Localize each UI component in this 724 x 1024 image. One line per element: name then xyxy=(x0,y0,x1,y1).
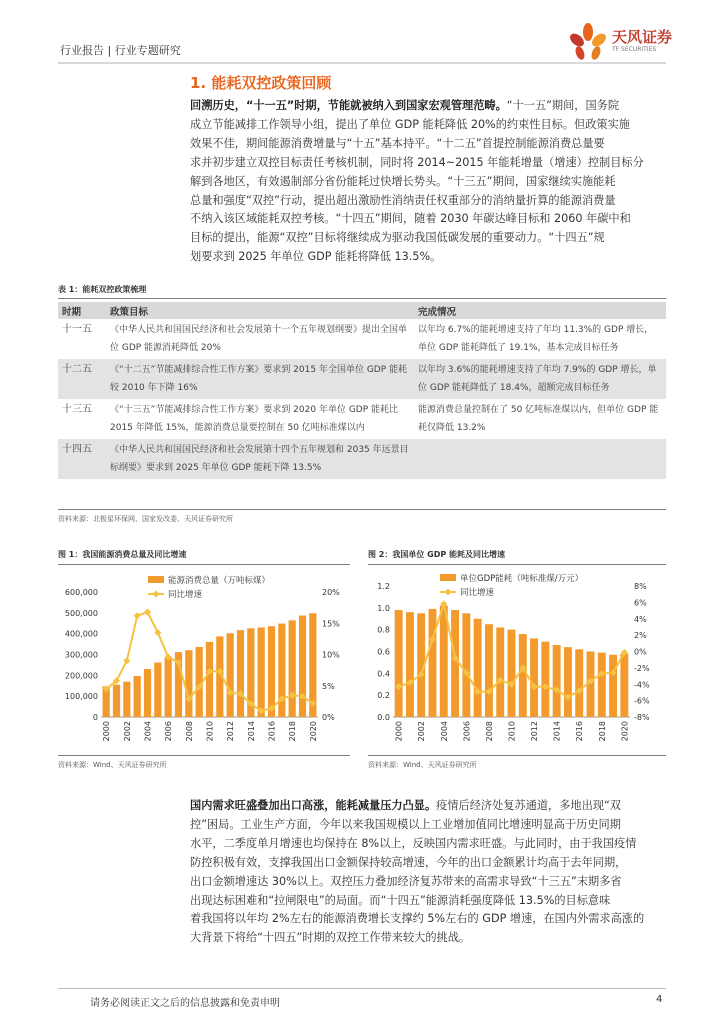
para1-lead: 回溯历史，“十一五”时期，节能就被纳入到国家宏观管理范畴。 xyxy=(190,99,507,112)
y-left-tick-label: 300,000 xyxy=(64,650,98,660)
para2-line: 控”困局。工业生产方面，今年以来我国规模以上工业增加值同比增速明显高于历史同期 xyxy=(190,817,621,831)
fig1-chart xyxy=(58,566,350,752)
y-left-tick-label: 600,000 xyxy=(64,588,98,597)
bar xyxy=(154,663,161,717)
bar xyxy=(474,619,482,717)
x-tick-label: 2006 xyxy=(164,721,174,742)
section-title: 1. 能耗双控政策回顾 xyxy=(190,74,332,92)
para2-line: 着我国将以年均 2%左右的能源消费增长支撑约 5%左右的 GDP 增速，在国内外需求高涨的 xyxy=(190,912,645,926)
fig2-source: 资料来源：Wind、天风证券研究所 xyxy=(368,761,477,769)
para2-line: 水平，二季度单月增速也均保持在 8%以上，反映国内需求旺盛。与此同时，由于我国疫情 xyxy=(190,836,637,850)
para1-line: 求并初步建立双控目标责任考核机制，同时将 2014~2015 年能耗增量（增速）控制目标分 xyxy=(190,155,644,169)
fig2-title: 图 2：我国单位 GDP 能耗及同比增速 xyxy=(368,550,505,559)
para2-line: 疫情后经济处复苏通道，多地出现“双 xyxy=(436,799,621,812)
footer-divider xyxy=(58,988,666,989)
bar xyxy=(429,609,437,717)
bar xyxy=(123,682,130,717)
y-right-tick-label: 6% xyxy=(634,598,647,608)
table-header-goal: 政策目标 xyxy=(106,302,414,319)
fig1-title: 图 1：我国能源消费总量及同比增速 xyxy=(58,550,187,559)
para1-line: 成立节能减排工作领导小组，提出了单位 GDP 能耗降低 20%的约束性目标。但政策实施 xyxy=(190,117,630,131)
fig2-bottom-rule xyxy=(368,755,666,756)
x-tick-label: 2002 xyxy=(417,721,427,742)
table-cell-goal: 《中华人民共和国国民经济和社会发展第十一个五年规划纲要》提出全国单位 GDP 能源消耗降低 20% xyxy=(110,325,408,353)
logo-subtitle: TF SECURITIES xyxy=(612,46,657,53)
bar xyxy=(395,610,403,717)
bar xyxy=(440,606,448,717)
table-cell-result: 以年均 3.6%的能耗增速支持了年均 7.9%的 GDP 增长，单位 GDP 能耗降低了 18.4%，超额完成目标任务 xyxy=(414,359,666,399)
paragraph-policy-history xyxy=(190,97,668,267)
x-tick-label: 2018 xyxy=(288,721,298,742)
table-row xyxy=(58,439,666,479)
y-right-tick-label: -2% xyxy=(634,663,650,673)
para1-line: 效果不佳，期间能源消费增量与“十五”基本持平。“十二五”首提控制能源消费总量要 xyxy=(190,136,605,150)
y-left-tick-label: 0.6 xyxy=(377,647,390,657)
line-point xyxy=(144,609,151,616)
table-row xyxy=(58,319,666,359)
x-tick-label: 2014 xyxy=(552,721,562,742)
y-right-tick-label: 0% xyxy=(634,647,647,657)
bar xyxy=(519,634,527,717)
para1-line: 不纳入该区域能耗双控考核。“十四五”期间，随着 2030 年碳达峰目标和 2060 年碳中和 xyxy=(190,212,631,226)
line-point xyxy=(134,612,141,619)
y-left-tick-label: 0 xyxy=(92,713,98,722)
table-cell-result: 能源消费总量控制在了 50 亿吨标准煤以内，但单位 GDP 能耗仅降低 13.2% xyxy=(418,405,659,433)
y-right-tick-label: 20% xyxy=(322,588,340,597)
bar xyxy=(144,669,151,717)
y-left-tick-label: 0.0 xyxy=(377,713,390,722)
page-number: 4 xyxy=(656,994,663,1005)
table-cell-period: 十四五 xyxy=(58,439,106,479)
para2-line: 出口金额增速达 30%以上。双控压力叠加经济复苏带来的高需求导致“十三五”末期多省 xyxy=(190,874,622,888)
bar xyxy=(406,612,414,717)
para1-line: 解到各地区，有效遏制部分省份能耗过快增长势头。“十三五”期间，国家继续实施能耗 xyxy=(190,174,616,188)
para2-lead: 国内需求旺盛叠加出口高涨，能耗减量压力凸显。 xyxy=(190,799,437,812)
bar xyxy=(237,630,244,717)
table-header-result: 完成情况 xyxy=(414,302,666,319)
bar xyxy=(575,649,583,717)
legend-marker-line xyxy=(153,591,160,598)
y-right-tick-label: -6% xyxy=(634,696,650,706)
x-tick-label: 2008 xyxy=(184,721,194,742)
table-cell-result: 以年均 6.7%的能耗增速支持了年均 11.3%的 GDP 增长，单位 GDP 能耗降低了 19.1%，基本完成目标任务 xyxy=(418,325,654,353)
bar xyxy=(508,630,516,717)
x-tick-label: 2002 xyxy=(122,721,132,742)
table-cell-result xyxy=(414,439,666,479)
bar xyxy=(620,654,628,717)
fig1-source: 资料来源：Wind、天风证券研究所 xyxy=(58,761,167,769)
y-right-tick-label: -4% xyxy=(634,680,650,690)
legend-label-line: 同比增速 xyxy=(460,588,495,598)
y-left-tick-label: 0.4 xyxy=(377,669,390,679)
table-row xyxy=(58,399,666,439)
y-right-tick-label: 8% xyxy=(634,582,647,591)
x-tick-label: 2010 xyxy=(205,721,215,742)
table-cell-goal: 《“十二五”节能减排综合性工作方案》要求到 2015 年全国单位 GDP 能耗较 2010 年下降 16% xyxy=(106,359,414,399)
y-right-tick-label: 10% xyxy=(322,650,340,660)
bar xyxy=(227,633,234,717)
bar xyxy=(113,685,120,717)
line-point xyxy=(123,657,130,664)
paragraph-demand-pressure xyxy=(190,797,668,948)
table-row xyxy=(58,359,666,399)
y-left-tick-label: 0.8 xyxy=(377,625,390,635)
x-tick-label: 2018 xyxy=(597,721,607,742)
x-tick-label: 2010 xyxy=(507,721,517,742)
legend-swatch-bar xyxy=(148,576,164,583)
para1-line: “十一五”期间，国务院 xyxy=(506,99,620,112)
policy-table xyxy=(58,302,666,479)
fig1-bottom-rule xyxy=(58,755,350,756)
fig2-chart xyxy=(368,566,666,752)
fig1-top-rule xyxy=(58,564,350,565)
legend-swatch-bar xyxy=(440,574,456,581)
bar xyxy=(185,650,192,717)
x-tick-label: 2020 xyxy=(620,721,630,742)
table-cell-period: 十一五 xyxy=(62,324,92,335)
bar xyxy=(206,642,213,717)
para1-line: 划要求到 2025 年单位 GDP 能耗将降低 13.5%。 xyxy=(190,250,442,264)
x-tick-label: 2020 xyxy=(308,721,318,742)
x-tick-label: 2008 xyxy=(484,721,494,742)
bar xyxy=(462,613,470,717)
bar xyxy=(530,638,538,717)
bar xyxy=(299,616,306,717)
table-top-rule xyxy=(58,298,666,299)
para2-line: 出现达标困难和“拉闸限电”的局面。而“十四五”能源消耗强度降低 13.5%的目标意味 xyxy=(190,893,611,907)
table-header-period: 时期 xyxy=(58,302,106,319)
y-left-tick-label: 1.0 xyxy=(377,603,390,613)
y-right-tick-label: 4% xyxy=(634,614,647,624)
table-source: 资料来源：北极星环保网、国家发改委、天风证券研究所 xyxy=(58,515,233,523)
para1-line: 目标的提出，能源“双控”目标将继续成为驱动我国低碳发展的重要动力。“十四五”规 xyxy=(190,231,605,245)
x-tick-label: 2012 xyxy=(530,721,540,742)
bar xyxy=(609,655,617,717)
table-cell-period: 十二五 xyxy=(58,359,106,399)
y-right-tick-label: 0% xyxy=(322,713,335,722)
fig2-top-rule xyxy=(368,564,666,565)
x-tick-label: 2000 xyxy=(102,721,112,742)
table-header-row xyxy=(58,302,666,319)
legend-label-line: 同比增速 xyxy=(168,590,203,600)
bar xyxy=(541,642,549,717)
y-left-tick-label: 200,000 xyxy=(64,671,98,681)
header-breadcrumb: 行业报告 | 行业专题研究 xyxy=(60,44,181,57)
para2-line: 大背景下将给“十四五”时期的双控工作带来较大的挑战。 xyxy=(190,931,471,945)
bar xyxy=(278,624,285,717)
bar xyxy=(268,626,275,717)
y-left-tick-label: 400,000 xyxy=(64,629,98,639)
y-left-tick-label: 500,000 xyxy=(64,608,98,618)
para2-line: 防控积极有效，支撑我国出口金额保持较高增速，今年的出口金额累计均高于去年同期， xyxy=(190,855,627,869)
x-tick-label: 2016 xyxy=(267,721,277,742)
flower-logo-icon xyxy=(566,22,610,64)
y-right-tick-label: -8% xyxy=(634,713,650,722)
bar xyxy=(165,657,172,717)
y-right-tick-label: 15% xyxy=(322,619,340,629)
table-title: 表 1：能耗双控政策梳理 xyxy=(58,285,147,294)
y-left-tick-label: 0.2 xyxy=(377,691,390,701)
x-tick-label: 2000 xyxy=(394,721,404,742)
bar xyxy=(598,653,606,717)
x-tick-label: 2004 xyxy=(439,721,449,742)
line-point xyxy=(154,629,161,636)
x-tick-label: 2006 xyxy=(462,721,472,742)
x-tick-label: 2004 xyxy=(143,721,153,742)
logo-name: 天风证券 xyxy=(612,28,673,46)
bar xyxy=(289,620,296,717)
bar xyxy=(258,627,265,717)
y-right-tick-label: 2% xyxy=(634,631,647,641)
y-right-tick-label: 5% xyxy=(322,681,335,691)
x-tick-label: 2014 xyxy=(246,721,256,742)
footer-disclaimer: 请务必阅读正文之后的信息披露和免责申明 xyxy=(90,998,280,1009)
bar xyxy=(496,627,504,717)
x-tick-label: 2012 xyxy=(226,721,236,742)
x-tick-label: 2016 xyxy=(575,721,585,742)
bar xyxy=(485,624,493,717)
table-cell-period: 十三五 xyxy=(62,404,92,415)
bar xyxy=(451,610,459,717)
legend-label-bar: 能源消费总量（万吨标煤） xyxy=(168,576,271,586)
bar xyxy=(134,676,141,717)
table-cell-goal: 《中华人民共和国国民经济和社会发展第十四个五年规划和 2035 年远景目标纲要》要求到 2025 年单位 GDP 能耗下降 13.5% xyxy=(106,439,414,479)
y-left-tick-label: 100,000 xyxy=(64,692,98,702)
para1-line: 总量和强度“双控”行动，提出超出激励性消纳责任权重部分的消纳量折算的能源消费量 xyxy=(190,193,616,207)
y-left-tick-label: 1.2 xyxy=(377,582,390,591)
legend-label-bar: 单位GDP能耗（吨标准煤/万元） xyxy=(460,574,584,584)
bar xyxy=(553,645,561,717)
logo xyxy=(566,22,676,64)
legend-marker-line xyxy=(445,589,452,596)
table-cell-goal: 《“十三五”节能减排综合性工作方案》要求到 2020 年单位 GDP 能耗比 2015 年降低 15%，能源消费总量要控制在 50 亿吨标准煤以内 xyxy=(110,405,399,433)
bar xyxy=(564,647,572,717)
table-bottom-rule xyxy=(58,509,666,510)
